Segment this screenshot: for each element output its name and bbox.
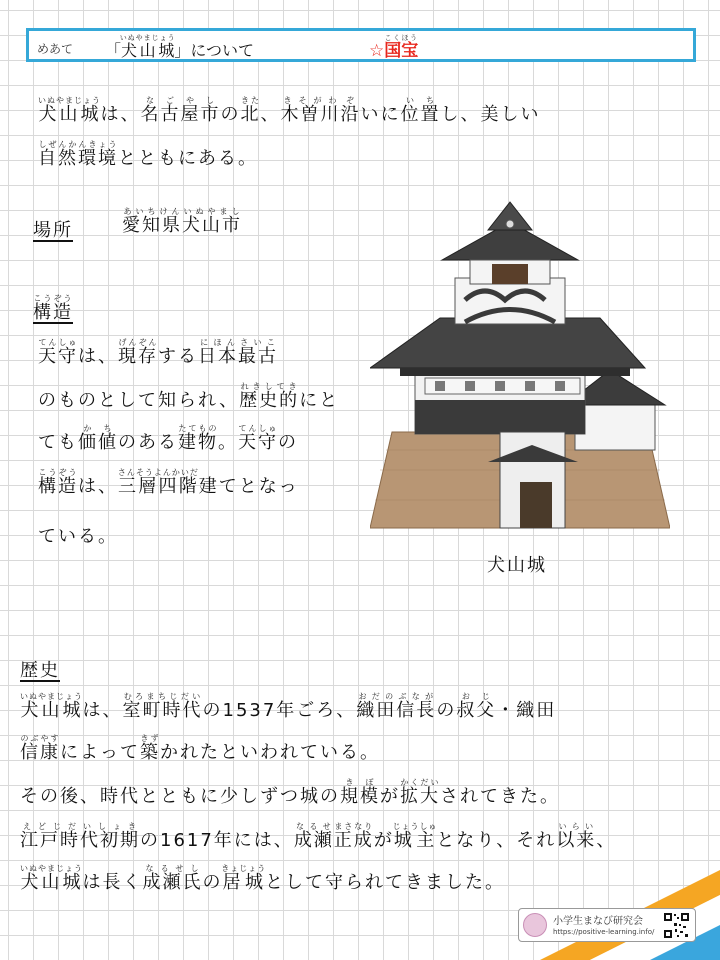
publisher-name: 小学生まなび研究会 bbox=[553, 916, 643, 927]
history-line-2: 信康のぶやすによって築きずかれたといわれている。 bbox=[20, 734, 380, 763]
bracket-close: 」について bbox=[174, 41, 255, 60]
publisher-logo-icon bbox=[523, 913, 547, 937]
intro-line-1: 犬山城いぬやまじょうは、名古屋なごや市しの北きた、木曽川きそがわ沿ぞいに位置いちし、美しい bbox=[38, 96, 541, 125]
national-treasure-label bbox=[369, 34, 418, 61]
inuyama-castle-illustration bbox=[370, 200, 670, 530]
history-line-3: その後、時代とともに少しずつ城の規模きぼが拡大かくだいされてきた。 bbox=[20, 778, 560, 807]
footer-stripe-decoration bbox=[460, 850, 720, 960]
goal-box bbox=[26, 28, 696, 62]
location-heading: 場所 bbox=[33, 220, 73, 241]
publisher-url: https://positive-learning.info/ bbox=[553, 928, 655, 936]
national-treasure-text: 国宝こくほう bbox=[384, 34, 419, 61]
history-line-1: 犬山城いぬやまじょうは、室町時代むろまちじだいの1537年ごろ、織田信長おだのぶながの叔父おじ・織田 bbox=[20, 692, 557, 721]
structure-line-4: 構造こうぞうは、三層四階さんそうよんかいだ建てとなっ bbox=[38, 468, 299, 497]
structure-line-3: ても価値かちのある建物たてもの。天守てんしゅの bbox=[38, 424, 298, 453]
publisher-badge bbox=[518, 908, 696, 942]
structure-line-5: ている。 bbox=[38, 526, 118, 547]
structure-line-1: 天守てんしゅは、現存げんぞんする日本最古にほんさいこ bbox=[38, 338, 278, 367]
location-value: 愛知県犬山市あいちけんいぬやまし bbox=[122, 207, 242, 236]
history-line-4: 江戸時代初期えどじだいしょきの1617年には、成瀬なるせ正成まさなりが城主じょうしゅとなり、それ以来いらい、 bbox=[20, 822, 617, 851]
structure-heading: 構造こうぞう bbox=[33, 294, 73, 323]
goal-topic bbox=[105, 34, 254, 61]
history-heading: 歴史 bbox=[20, 660, 60, 681]
bracket-open: 「 bbox=[105, 41, 122, 60]
qr-code-icon bbox=[663, 912, 690, 939]
history-line-5: 犬山城いぬやまじょうは長く成瀬氏なるせしの居城きょじょうとして守られてきました。 bbox=[20, 864, 505, 893]
goal-topic-text: 犬山城いぬやまじょう bbox=[119, 34, 176, 60]
castle-caption: 犬山城 bbox=[487, 555, 547, 576]
goal-label: めあて bbox=[37, 42, 74, 56]
structure-line-2: のものとして知られ、歴史的れきしてきにと bbox=[38, 382, 340, 411]
intro-line-2: 自然環境しぜんかんきょうとともにある。 bbox=[38, 140, 258, 169]
star-icon: ☆ bbox=[369, 41, 385, 61]
